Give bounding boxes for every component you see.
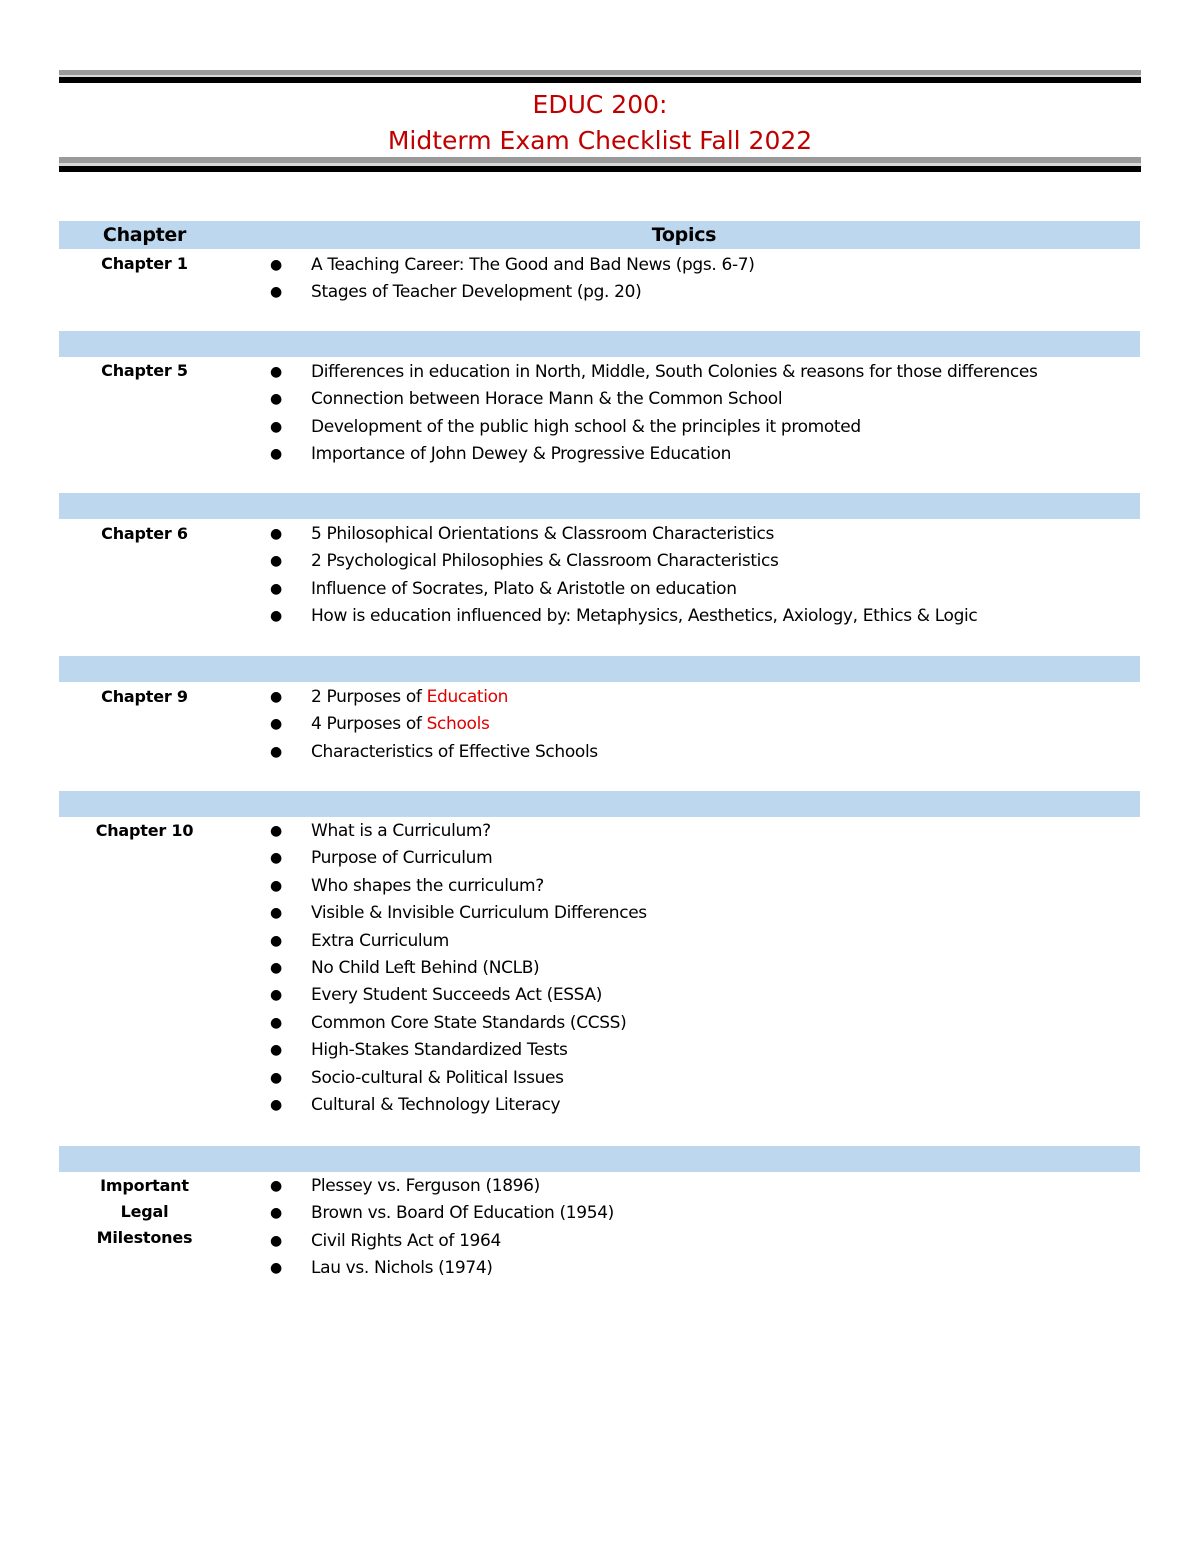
topic-text: 4 Purposes of [311,714,427,735]
section-separator [59,493,1140,519]
topic-text: Lau vs. Nichols (1974) [311,1258,493,1279]
list-item [270,576,977,603]
bullet-icon: ● [270,284,282,301]
bullet-icon: ● [270,418,282,435]
topic-text: Plessey vs. Ferguson (1896) [311,1176,540,1196]
list-item [270,1092,647,1119]
topic-text: Every Student Succeeds Act (ESSA) [311,985,602,1006]
column-header-topics: Topics [651,224,717,246]
bullet-icon: ● [270,877,282,894]
list-item [270,928,647,955]
list-item [270,739,598,766]
list-item [270,955,647,982]
list-item [270,1010,647,1037]
topic-list-chapter-10 [270,818,647,1119]
chapter-label-1: Chapter 1 [101,254,188,273]
topic-list-chapter-5 [270,359,1038,469]
topic-text: A Teaching Career: The Good and Bad News (pgs. 6-7) [311,255,755,275]
topic-text: Cultural & Technology Literacy [311,1094,561,1115]
list-item [270,1173,614,1200]
header-bottom-rule [59,157,1141,172]
topic-text: Influence of Socrates, Plato & Aristotle on education [311,578,737,599]
document-title-line-1: EDUC 200: [532,90,668,119]
topic-text: No Child Left Behind (NCLB) [311,957,540,978]
bullet-icon: ● [270,1260,282,1277]
bullet-icon: ● [270,526,282,542]
topic-text: Visible & Invisible Curriculum Differences [311,903,647,924]
topic-highlight: Schools [426,714,490,735]
bullet-icon: ● [270,959,282,976]
list-item [270,1200,614,1227]
topic-text: Brown vs. Board Of Education (1954) [311,1203,614,1224]
topic-text: What is a Curriculum? [311,821,491,841]
topic-list-chapter-9 [270,684,598,766]
topic-text: How is education influenced by: Metaphysics, Aesthetics, Axiology, Ethics & Logic [311,606,978,627]
bullet-icon: ● [270,364,282,380]
chapter-label-5: Chapter 5 [101,361,188,380]
list-item [270,1255,614,1282]
list-item [270,684,598,711]
list-item [270,548,977,575]
chapter-label-line: Important [100,1176,189,1195]
list-item [270,386,1038,413]
section-separator [59,656,1140,682]
bullet-icon: ● [270,391,282,408]
chapter-label-10: Chapter 10 [95,821,194,840]
topic-text: Development of the public high school & the principles it promoted [311,416,861,437]
bullet-icon: ● [270,743,282,760]
bullet-icon: ● [270,823,282,839]
chapter-label-line: Legal [120,1202,169,1221]
list-item [270,900,647,927]
topic-text: 5 Philosophical Orientations & Classroom Characteristics [311,524,775,544]
list-item [270,982,647,1009]
chapter-label-line: Milestones [96,1228,193,1247]
topic-list-chapter-6 [270,521,977,631]
topic-text: Importance of John Dewey & Progressive Education [311,444,732,465]
column-header-chapter: Chapter [102,224,187,246]
chapter-label-milestones [59,1173,230,1251]
list-item [270,1228,614,1255]
topic-highlight: Education [426,687,509,707]
header-top-rule [59,70,1141,83]
bullet-icon: ● [270,446,282,463]
list-item [270,603,977,630]
topic-text: Extra Curriculum [311,930,449,951]
topic-text: 2 Purposes of [311,687,427,707]
list-item [270,252,754,279]
topic-list-milestones [270,1173,614,1283]
chapter-label-9: Chapter 9 [101,687,188,706]
list-item [270,1037,647,1064]
topic-text: Who shapes the curriculum? [311,875,544,896]
topic-text: Characteristics of Effective Schools [311,741,598,762]
document-title-line-2: Midterm Exam Checklist Fall 2022 [387,126,813,155]
bullet-icon: ● [270,257,282,273]
bullet-icon: ● [270,1069,282,1086]
topic-text: 2 Psychological Philosophies & Classroom Characteristics [311,551,779,572]
list-item [270,279,754,306]
topic-text: High-Stakes Standardized Tests [311,1040,568,1061]
list-item [270,818,647,845]
bullet-icon: ● [270,1178,282,1194]
bullet-icon: ● [270,608,282,625]
bullet-icon: ● [270,580,282,597]
section-separator [59,331,1140,357]
bullet-icon: ● [270,1014,282,1031]
list-item [270,873,647,900]
list-item [270,521,977,548]
bullet-icon: ● [270,850,282,867]
list-item [270,711,598,738]
bullet-icon: ● [270,553,282,570]
section-separator [59,1146,1140,1172]
chapter-label-6: Chapter 6 [101,524,188,543]
bullet-icon: ● [270,1042,282,1059]
section-separator [59,791,1140,817]
list-item [270,414,1038,441]
bullet-icon: ● [270,1205,282,1222]
bullet-icon: ● [270,932,282,949]
bullet-icon: ● [270,987,282,1004]
bullet-icon: ● [270,689,282,705]
topic-list-chapter-1 [270,252,754,307]
list-item [270,441,1038,468]
bullet-icon: ● [270,716,282,733]
topic-text: Connection between Horace Mann & the Common School [311,389,783,410]
topic-text: Socio-cultural & Political Issues [311,1067,564,1088]
bullet-icon: ● [270,1232,282,1249]
topic-text: Common Core State Standards (CCSS) [311,1012,627,1033]
list-item [270,1065,647,1092]
topic-text: Civil Rights Act of 1964 [311,1230,501,1251]
topic-text: Purpose of Curriculum [311,848,493,869]
bullet-icon: ● [270,905,282,922]
list-item [270,359,1038,386]
topic-text: Differences in education in North, Middle, South Colonies & reasons for those differences [311,362,1038,382]
list-item [270,845,647,872]
bullet-icon: ● [270,1096,282,1113]
topic-text: Stages of Teacher Development (pg. 20) [311,282,642,303]
